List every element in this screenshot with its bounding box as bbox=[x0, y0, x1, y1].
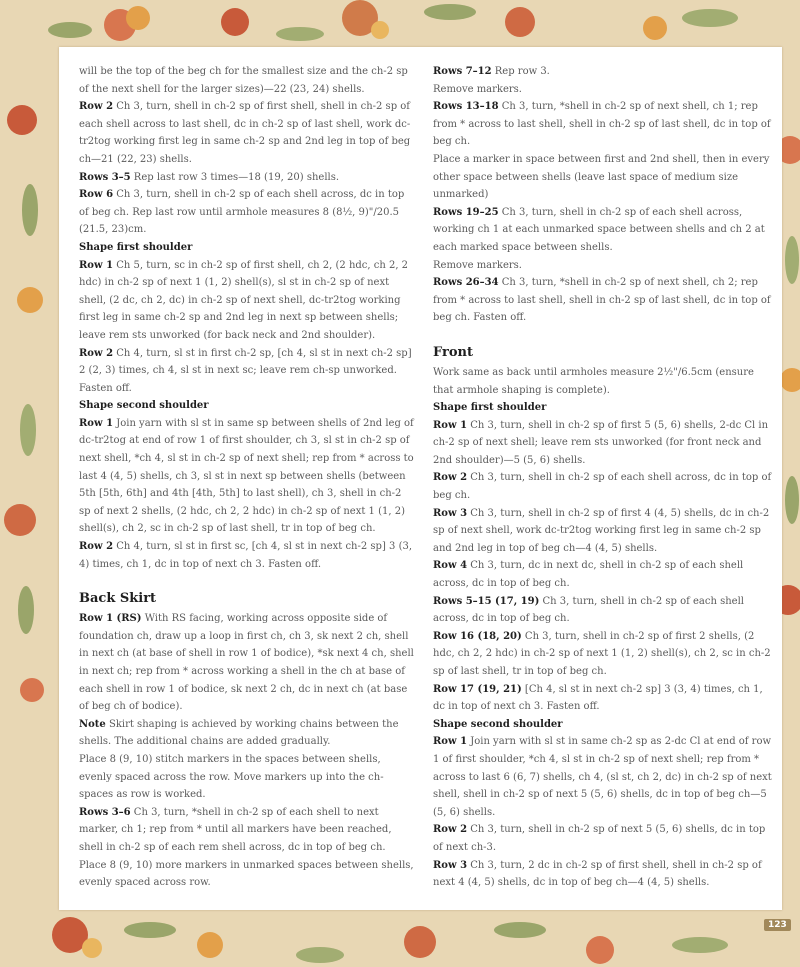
row-text: Ch 4, turn, sl st in first sc, [ch 4, sl st in next ch-2 sp] 3 (3, 4) times, ch 1, dc in top of next ch 3. Fasten off. bbox=[79, 541, 413, 570]
row-label: Row 1 bbox=[433, 736, 468, 748]
row-text: Join yarn with sl st in same ch-2 sp as 2-dc Cl at end of row 1 of first shoulder, *ch 4, sl st in ch-2 sp of next shell; rep from * across to last 6 (6, 7) shells, ch 4, (sl st, ch 2, dc) in ch-2 sp of next shell, shell in ch-2 sp of next 5 (5, 6) shells, dc in top of beg ch—5 (5, 6) shells. bbox=[433, 736, 772, 818]
front-sfs-row-1 bbox=[433, 417, 773, 470]
back-sfs-row-1 bbox=[79, 257, 415, 345]
front-shape-second-shoulder-heading: Shape second shoulder bbox=[433, 718, 563, 730]
row-label: Row 4 bbox=[433, 560, 468, 572]
row-text: Ch 3, turn, shell in ch-2 sp of first 2 shells, (2 hdc, ch 2, 2 hdc) in ch-2 sp of next 1 (1, 2) shell(s), ch 2, sc in ch-2 sp of last shell, tr in top of beg ch. bbox=[433, 630, 771, 677]
row-label: Row 2 bbox=[433, 472, 468, 484]
shape-first-shoulder-heading: Shape first shoulder bbox=[79, 241, 193, 253]
row-text: Ch 3, turn, shell in ch-2 sp of each shell across, dc in top of beg ch. bbox=[433, 595, 744, 625]
back-sfs-row-2 bbox=[79, 345, 415, 398]
front-intro: Work same as back until armholes measure 2½"/6.5cm (ensure that armhole shaping is complete). bbox=[433, 366, 754, 396]
back-sss-row-2 bbox=[79, 538, 415, 573]
front-sfs-row-3 bbox=[433, 505, 773, 558]
row-label: Row 3 bbox=[433, 507, 468, 519]
skirt-rows-19-25 bbox=[433, 204, 773, 257]
place-markers-paragraph: Place 8 (9, 10) stitch markers in the spaces between shells, evenly spaced across the row. Move markers up into the ch-spaces as row is worked. bbox=[79, 753, 384, 801]
intro-paragraph: will be the top of the beg ch for the smallest size and the ch-2 sp of the next shell for the larger sizes)—22 (23, 24) shells. bbox=[79, 66, 408, 95]
row-text: Ch 3, turn, shell in ch-2 sp of first shell, shell in ch-2 sp of each shell across to last shell, dc in ch-2 sp of last shell, work dc-tr2tog working first leg in same ch-2 sp and 2nd leg in top of beg ch—21 (22, 23) shells. bbox=[79, 101, 411, 165]
shape-second-shoulder-heading: Shape second shoulder bbox=[79, 400, 209, 412]
row-label: Rows 19–25 bbox=[433, 206, 499, 218]
row-label: Row 1 bbox=[79, 417, 114, 429]
row-text: Ch 3, turn, shell in ch-2 sp of next 5 (5, 6) shells, dc in top of next ch-3. bbox=[433, 824, 766, 853]
front-sss-row-3 bbox=[433, 857, 773, 892]
front-title: Front bbox=[433, 344, 473, 360]
row-label: Row 2 bbox=[79, 101, 114, 113]
front-sfs-rows-5-15 bbox=[433, 593, 773, 628]
row-text: Join yarn with sl st in same sp between shells of 2nd leg of dc-tr2tog at end of row 1 of first shoulder, ch 3, sl st in ch-2 sp of next shell, *ch 4, sl st in ch-2 sp of next shell; rep from * across to last 4 (4, 5) shells, ch 3, sl st in next sp between shells (between 5th [5th, 6th] and 4th [4th, 5th] to last shell), ch 3, shell in ch-2 sp of next 2 shells, (2 hdc, ch 2, 2 hdc) in ch-2 sp of next 1 (1, 2) shell(s), ch 2, sc in ch-2 sp of last shell, tr in top of beg ch. bbox=[79, 417, 414, 535]
row-label: Row 6 bbox=[79, 189, 114, 201]
front-sfs-row-2 bbox=[433, 469, 773, 504]
note-label: Note bbox=[79, 718, 106, 730]
row-text: Ch 3, turn, shell in ch-2 sp of each shell across, working ch 1 at each unmarked space between shells and ch 2 at each marked space between shells. bbox=[433, 206, 765, 253]
left-column bbox=[79, 63, 415, 892]
back-sss-row-1 bbox=[79, 415, 415, 538]
row-label: Rows 7–12 bbox=[433, 66, 492, 77]
remove-markers-2: Remove markers. bbox=[433, 259, 522, 271]
row-text: [Ch 4, sl st in next ch-2 sp] 3 (3, 4) times, ch 1, dc in top of next ch 3. Fasten off. bbox=[433, 683, 763, 713]
front-sss-row-1 bbox=[433, 733, 773, 821]
row-label: Row 2 bbox=[433, 824, 468, 836]
remove-markers-1: Remove markers. bbox=[433, 83, 522, 95]
back-row-2 bbox=[79, 98, 415, 168]
front-sfs-row-17 bbox=[433, 681, 773, 716]
row-text: Ch 3, turn, dc in next dc, shell in ch-2 sp of each shell across, dc in top of beg ch. bbox=[433, 560, 744, 590]
skirt-rows-13-18 bbox=[433, 98, 773, 151]
row-label: Row 16 (18, 20) bbox=[433, 630, 522, 642]
skirt-row-1 bbox=[79, 610, 415, 716]
row-label: Row 2 bbox=[79, 541, 114, 553]
row-text: Ch 3, turn, 2 dc in ch-2 sp of first shell, shell in ch-2 sp of next 4 (4, 5) shells, dc in top of beg ch—4 (4, 5) shells. bbox=[433, 859, 762, 889]
row-label: Row 2 bbox=[79, 347, 114, 359]
row-text: Ch 3, turn, shell in ch-2 sp of first 5 (5, 6) shells, 2-dc Cl in ch-2 sp of next shell; leave rem sts unworked (for front neck and 2nd shoulder)—5 (5, 6) shells. bbox=[433, 419, 769, 466]
row-label: Rows 26–34 bbox=[433, 277, 499, 289]
row-label: Row 1 bbox=[79, 259, 114, 271]
row-text: Ch 3, turn, *shell in ch-2 sp of next shell, ch 1; rep from * across to last shell, shell in ch-2 sp of last shell, dc in top of beg ch. bbox=[433, 101, 771, 148]
front-shape-first-shoulder-heading: Shape first shoulder bbox=[433, 402, 547, 414]
row-text: Ch 3, turn, shell in ch-2 sp of each shell across, dc in top of beg ch. Rep last row until armhole measures 8 (8½, 9)"/20.5 (21.5, 23)cm. bbox=[79, 189, 405, 236]
row-text: Ch 5, turn, sc in ch-2 sp of first shell, ch 2, (2 hdc, ch 2, 2 hdc) in ch-2 sp of next 1 (1, 2) shell(s), sl st in ch-2 sp of next shell, (2 dc, ch 2, dc) in ch-2 sp of next shell, dc-tr2tog working first leg in same ch-2 sp and 2nd leg in next sp between shells; leave rem sts unworked (for back neck and 2nd shoulder). bbox=[79, 259, 409, 341]
row-text: Ch 3, turn, shell in ch-2 sp of each shell across, dc in top of beg ch. bbox=[433, 472, 772, 502]
row-label: Row 1 bbox=[433, 419, 468, 431]
note-text: Skirt shaping is achieved by working chains between the shells. The additional chains are added gradually. bbox=[79, 718, 399, 748]
skirt-note bbox=[79, 716, 415, 751]
back-rows-3-5 bbox=[79, 169, 415, 187]
row-label: Row 17 (19, 21) bbox=[433, 683, 522, 695]
front-sfs-row-16 bbox=[433, 628, 773, 681]
back-skirt-title: Back Skirt bbox=[79, 591, 157, 607]
skirt-rows-3-6 bbox=[79, 804, 415, 857]
back-row-6 bbox=[79, 186, 415, 239]
page-number: 123 bbox=[764, 919, 791, 931]
row-text: Ch 3, turn, *shell in ch-2 sp of next shell, ch 2; rep from * across to last shell, shell in ch-2 sp of last shell, dc in top of beg ch. Fasten off. bbox=[433, 277, 771, 324]
row-label: Rows 3–5 bbox=[79, 171, 131, 183]
row-text: With RS facing, working across opposite side of foundation ch, draw up a loop in first ch, ch 3, sk next 2 ch, shell in next ch (at base of shell in row 1 of bodice), *sk next 4 ch, shell in next ch; rep from * across working a shell in the ch at base of each shell in row 1 of bodice, sk next 2 ch, dc in next ch (at base of beg ch of bodice). bbox=[79, 613, 414, 713]
skirt-rows-7-12 bbox=[433, 63, 773, 81]
row-label: Rows 13–18 bbox=[433, 101, 499, 113]
row-text: Rep row 3. bbox=[491, 66, 550, 77]
row-text: Ch 3, turn, *shell in ch-2 sp of each shell to next marker, ch 1; rep from * until all markers have been reached, shell in ch-2 sp of each rem shell across, dc in top of beg ch. bbox=[79, 806, 392, 853]
front-sss-row-2 bbox=[433, 821, 773, 856]
row-text: Ch 4, turn, sl st in first ch-2 sp, [ch 4, sl st in next ch-2 sp] 2 (2, 3) times, ch 4, sl st in next sc; leave rem ch-sp unworked. Fasten off. bbox=[79, 347, 412, 394]
row-label: Rows 3–6 bbox=[79, 806, 131, 818]
place-marker-paragraph: Place a marker in space between first and 2nd shell, then in every other space between shells (leave last space of medium size unmarked) bbox=[433, 153, 770, 201]
right-column bbox=[433, 63, 773, 892]
row-label: Row 1 (RS) bbox=[79, 613, 142, 625]
row-label: Row 3 bbox=[433, 859, 468, 871]
row-label: Rows 5–15 (17, 19) bbox=[433, 595, 540, 607]
front-sfs-row-4 bbox=[433, 557, 773, 592]
place-more-markers-paragraph: Place 8 (9, 10) more markers in unmarked spaces between shells, evenly spaced across row. bbox=[79, 859, 414, 889]
row-text: Ch 3, turn, shell in ch-2 sp of first 4 (4, 5) shells, dc in ch-2 sp of next shell, work dc-tr2tog working first leg in same ch-2 sp and 2nd leg in top of beg ch—4 (4, 5) shells. bbox=[433, 507, 770, 554]
row-text: Rep last row 3 times—18 (19, 20) shells. bbox=[130, 171, 340, 183]
skirt-rows-26-34 bbox=[433, 274, 773, 327]
